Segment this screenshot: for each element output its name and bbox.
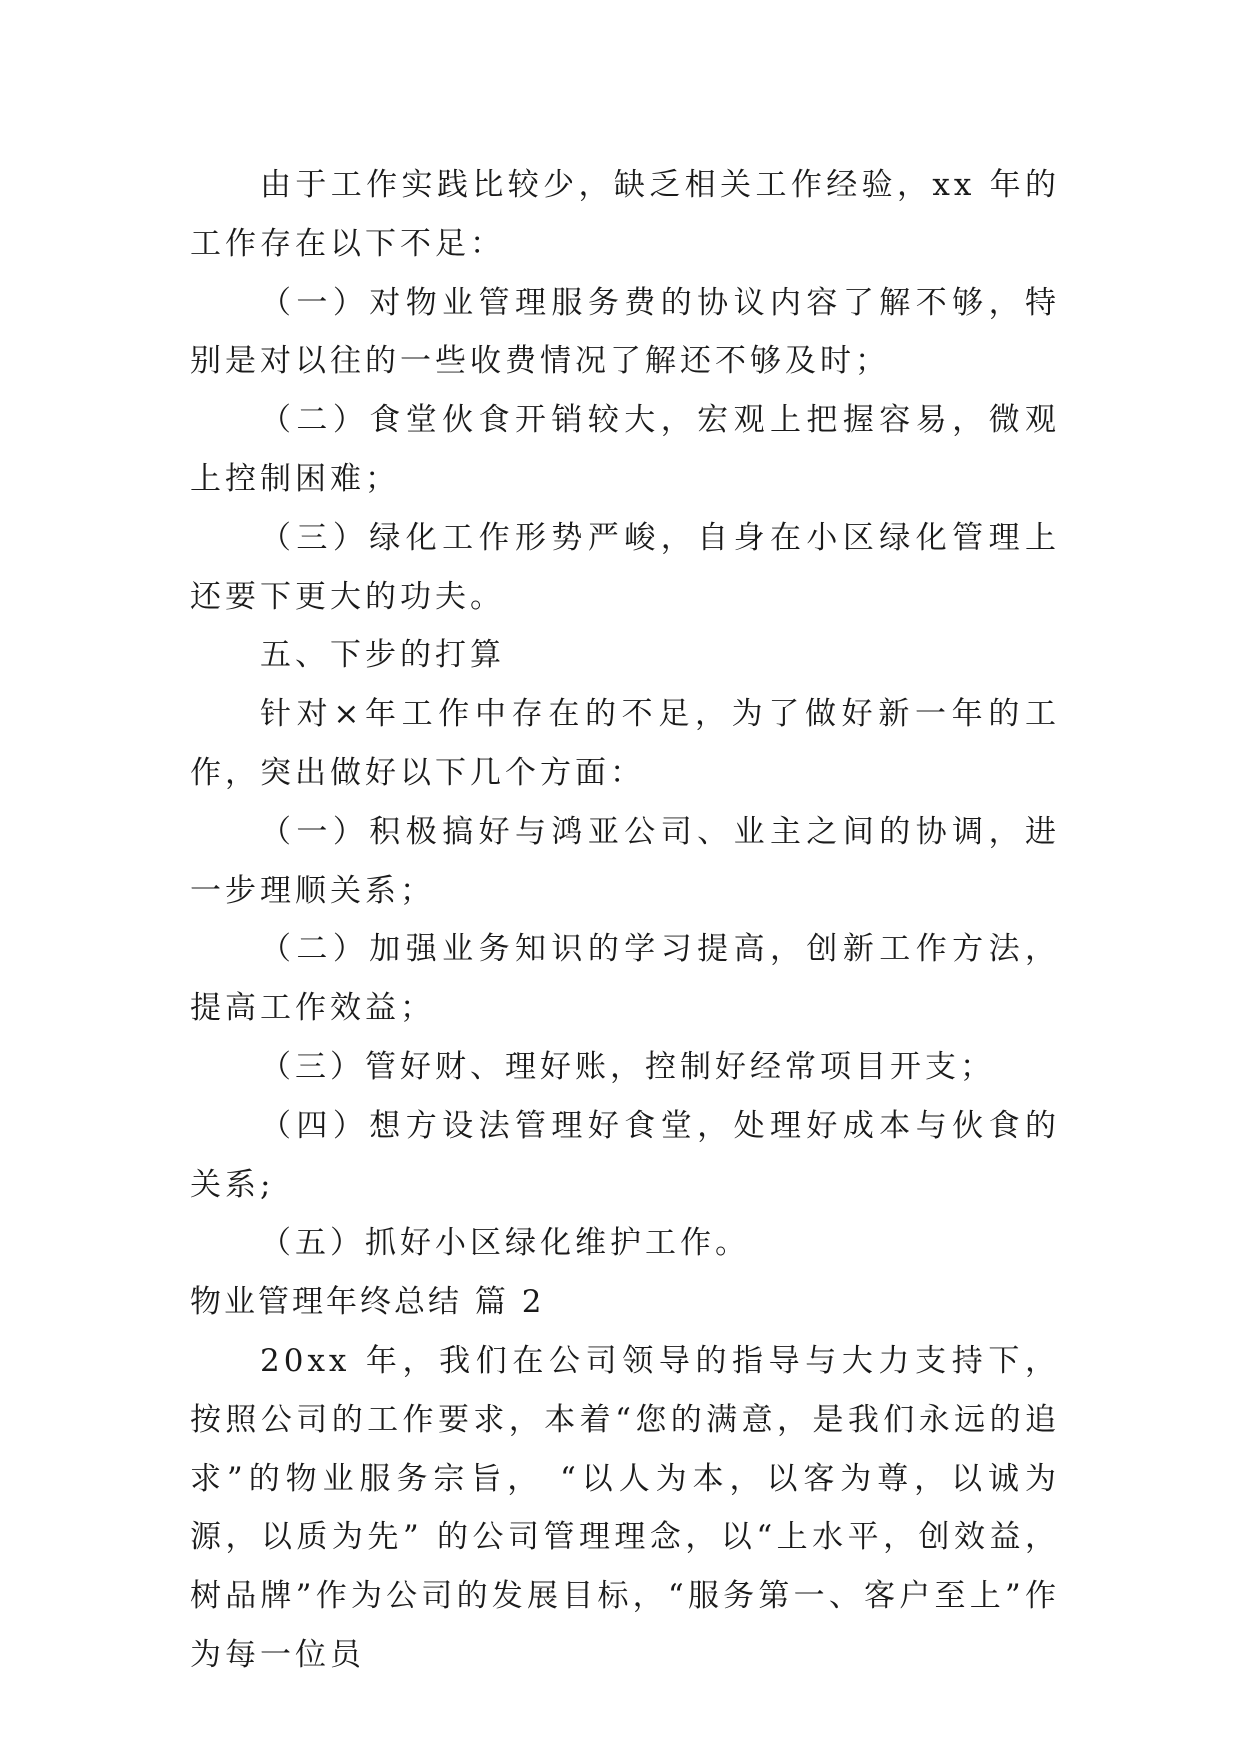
paragraph-shortcomings-intro: 由于工作实践比较少，缺乏相关工作经验，xx 年的工作存在以下不足： <box>190 167 1060 262</box>
paragraph-shortcoming-2: （二）食堂伙食开销较大，宏观上把握容易，微观上控制困难； <box>190 402 1060 497</box>
paragraph-plan-5: （五）抓好小区绿化维护工作。 <box>260 1225 750 1262</box>
paragraph-plan-intro: 针对×年工作中存在的不足，为了做好新一年的工作，突出做好以下几个方面： <box>190 696 1060 791</box>
paragraph-section-2-body: 20xx 年，我们在公司领导的指导与大力支持下，按照公司的工作要求，本着“您的满意，是我们永远的追求”的物业服务宗旨， “以人为本，以客为尊，以诚为源，以质为先” 的公司管理理念，以“上水平，创效益，树品牌”作为公司的发展目标，“服务第一、客户至上”作为每一位员 <box>190 1342 1060 1673</box>
paragraph-shortcoming-3: （三）绿化工作形势严峻，自身在小区绿化管理上还要下更大的功夫。 <box>190 519 1060 615</box>
paragraph-plan-4: （四）想方设法管理好食堂，处理好成本与伙食的关系; <box>190 1107 1060 1203</box>
paragraph-shortcoming-1: （一）对物业管理服务费的协议内容了解不够，特别是对以往的一些收费情况了解还不够及时； <box>190 284 1060 380</box>
paragraph-plan-2: （二）加强业务知识的学习提高，创新工作方法，提高工作效益； <box>190 931 1060 1027</box>
paragraph-plan-1: （一）积极搞好与鸿亚公司、业主之间的协调，进一步理顺关系； <box>190 813 1060 909</box>
section-heading: 物业管理年终总结 篇 2 <box>190 1284 545 1321</box>
text-body <box>190 156 1060 1685</box>
paragraph-plan-3: （三）管好财、理好账，控制好经常项目开支； <box>260 1048 995 1085</box>
subheading-next-steps: 五、下步的打算 <box>260 637 505 674</box>
